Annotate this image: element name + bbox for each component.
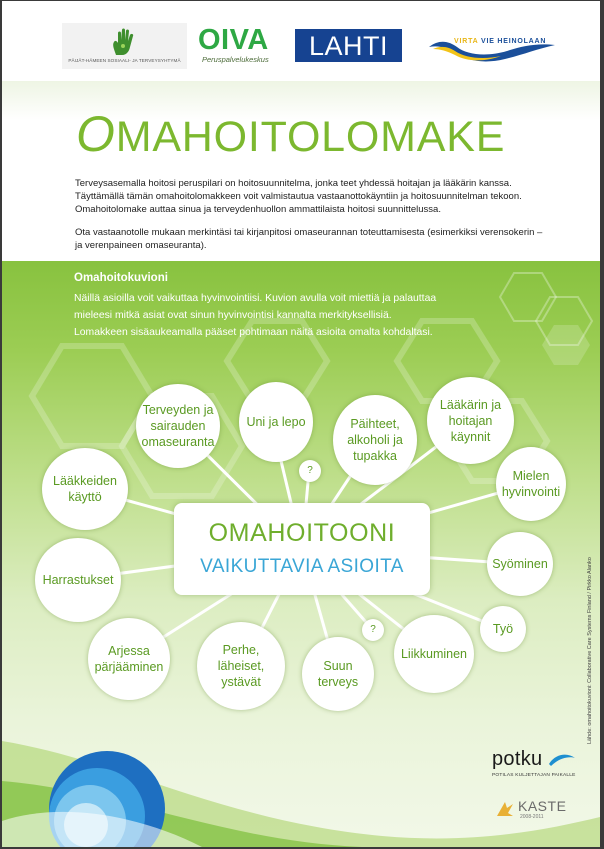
mindmap-hub [174, 503, 430, 595]
node-question-1 [299, 460, 321, 482]
page-title-initial: O [76, 106, 116, 162]
intro-paragraph-2: Ota vastaanotolle mukaan merkintäsi tai kirjanpitosi omaseurannan toteuttamisesta (esimerkiksi verensokerin –ja verenpaineen omaseuranta). [75, 226, 543, 251]
oiva-logo-subtitle: Peruspalvelukeskus [202, 55, 269, 64]
potku-logo-sub: POTILAS KULJETTAJAN PAIKALLE [492, 773, 576, 778]
kaste-logo-sub: 2008-2011 [520, 814, 544, 820]
node-paihteet [333, 395, 417, 485]
node-suun-terveys [302, 637, 374, 711]
node-arjessa-parjaaminen [88, 618, 170, 700]
hub-title: OMAHOITOONI [208, 519, 396, 547]
node-suun-terveys-label: Suun terveys [317, 659, 359, 689]
section-text-line-3: Lomakkeen sisäaukeamalla pääset pohtimaan näitä asioita omalta kohdaltasi. [74, 327, 433, 338]
node-question-2-label: ? [370, 624, 376, 635]
node-tyo-label: Työ [492, 622, 514, 636]
node-tyo [480, 606, 526, 652]
heinola-logo-text-b: VIE HEINOLAAN [478, 38, 547, 45]
potku-swoosh-icon [547, 750, 577, 770]
heinola-logo-text-a: VIRTA [454, 38, 479, 45]
node-liikkuminen-label: Liikkuminen [400, 647, 467, 661]
node-mielen-hyvinvointi [496, 447, 566, 521]
node-harrastukset [35, 538, 121, 622]
section-text-line-1: Näillä asioilla voit vaikuttaa hyvinvointiisi. Kuvion avulla voit miettiä ja palauttaa [74, 293, 437, 304]
node-laakkeiden-kaytto-label: Lääkkeiden käyttö [53, 474, 117, 504]
node-uni-ja-lepo-label: Uni ja lepo [246, 415, 306, 429]
hub-subtitle: VAIKUTTAVIA ASIOITA [200, 556, 404, 577]
node-harrastukset-label: Harrastukset [42, 573, 114, 587]
lahti-logo-name: LAHTI [308, 31, 389, 61]
node-liikkuminen [394, 615, 474, 693]
node-perhe [197, 622, 285, 710]
node-laakarin-kaynnit-label: Lääkärin ja hoitajan käynnit [439, 397, 502, 444]
kaste-logo [494, 797, 584, 823]
node-syominen [487, 532, 553, 596]
poster-page [2, 1, 600, 847]
intro-paragraph-1: Terveysasemalla hoitosi peruspilari on hoitosuunnitelma, jonka teet yhdessä hoitajan ja lääkärin kanssa. Täyttämällä tämän omahoitolomakkeen voit valmistautua vastaanottokäyntiin ja hoitosuunnitelman tekoon. Omahoitolomake auttaa sinua ja terveydenhuollon ammattilaista hoitosi suunnittelussa. [75, 178, 522, 216]
page-title-rest: MAHOITOLOMAKE [115, 113, 506, 161]
node-terveyden-omaseuranta [136, 384, 220, 468]
node-arjessa-parjaaminen-label: Arjessa pärjääminen [94, 644, 164, 674]
node-perhe-label: Perhe, läheiset, ystävät [217, 643, 265, 689]
node-uni-ja-lepo [239, 382, 313, 462]
source-credit: Lähde: omahoitokuvioni: Collaborative Care Systems Finland / Pirkko Alanko [587, 557, 593, 744]
kaste-logo-name: KASTE [518, 798, 567, 814]
node-syominen-label: Syöminen [492, 557, 548, 571]
section-text-line-2: mieleesi mitkä asiat ovat sinun hyvinvointisi kannalta merkityksellisiä. [74, 310, 392, 321]
phsotey-logo-text: PÄIJÄT-HÄMEEN SOSIAALI- JA TERVEYSYHTYMÄ [68, 58, 181, 63]
node-laakkeiden-kaytto [42, 448, 128, 530]
node-mielen-hyvinvointi-label: Mielen hyvinvointi [501, 469, 561, 499]
node-paihteet-label: Päihteet, alkoholi ja tupakka [347, 417, 403, 463]
section-heading: Omahoitokuvioni [74, 272, 168, 284]
potku-logo [492, 748, 582, 784]
node-question-1-label: ? [307, 465, 313, 476]
potku-logo-name: potku [492, 748, 543, 770]
node-laakarin-kaynnit [427, 377, 514, 464]
oiva-logo-name: OIVA [198, 24, 269, 56]
node-terveyden-omaseuranta-label: Terveyden ja sairauden omaseuranta [141, 403, 215, 449]
node-question-2 [362, 619, 384, 641]
kaste-flower-icon [494, 798, 516, 820]
